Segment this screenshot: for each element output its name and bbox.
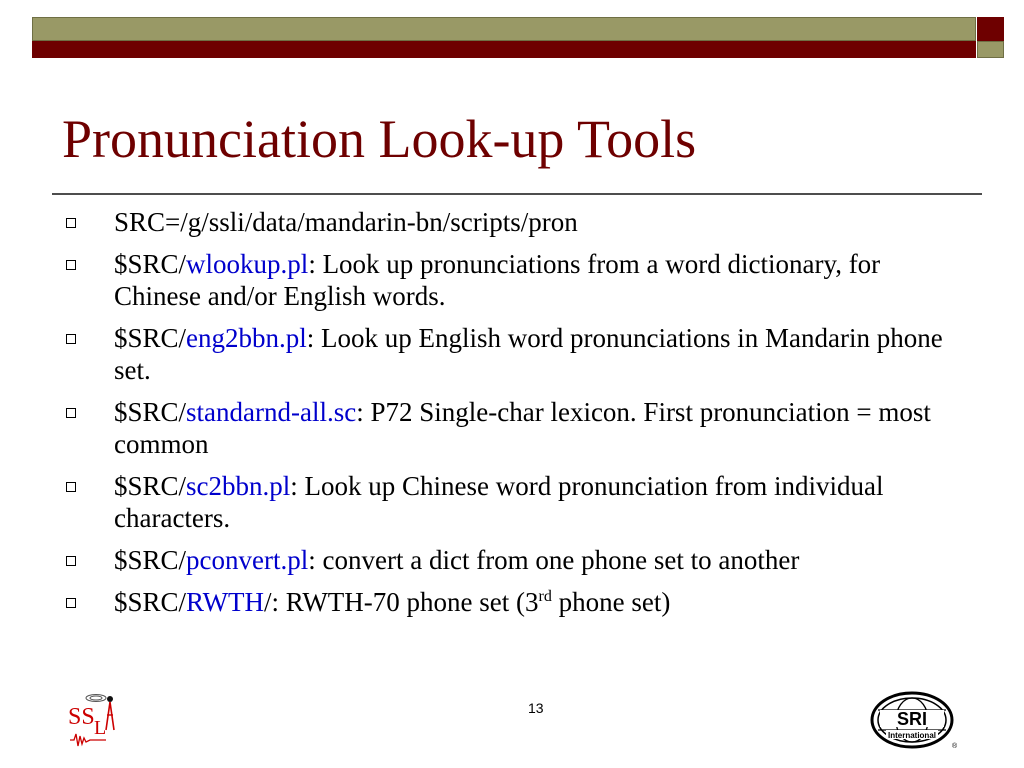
square-bullet-icon (66, 482, 76, 492)
header-band-olive-square (977, 41, 1004, 58)
link-wlookup[interactable]: wlookup.pl (186, 249, 309, 279)
link-sc2bbn[interactable]: sc2bbn.pl (186, 471, 291, 501)
bullet-description: : Look up Chinese word pronunciation from individual characters. (114, 471, 884, 533)
bullet-description: : P72 Single-char lexicon. First pronunciation = most common (114, 397, 931, 459)
svg-text:L: L (94, 717, 107, 739)
link-pconvert[interactable]: pconvert.pl (186, 545, 309, 575)
bullet-prefix: $SRC/ (114, 471, 187, 501)
square-bullet-icon (66, 218, 76, 228)
link-rwth[interactable]: RWTH (186, 587, 265, 617)
bullet-item (62, 470, 962, 534)
title-divider (52, 193, 982, 195)
square-bullet-icon (66, 260, 76, 270)
square-bullet-icon (66, 556, 76, 566)
bullet-prefix: $SRC/ (114, 397, 187, 427)
square-bullet-icon (66, 408, 76, 418)
header-band-olive-stripe (32, 17, 976, 41)
ssl-logo-letters: SS (68, 704, 95, 730)
bullet-item (62, 322, 962, 386)
sri-logo-text: SRI (896, 709, 928, 729)
square-bullet-icon (66, 334, 76, 344)
ordinal-superscript: rd (538, 588, 552, 605)
bullet-item (62, 544, 962, 576)
header-band-maroon-stripe (32, 41, 976, 58)
bullet-item (62, 248, 962, 312)
ssl-logo-icon (66, 690, 130, 750)
ssl-logo (66, 690, 130, 755)
bullet-description: : convert a dict from one phone set to another (308, 545, 800, 575)
bullet-prefix: $SRC/ (114, 545, 187, 575)
bullet-prefix: $SRC/ (114, 323, 187, 353)
square-bullet-icon (66, 598, 76, 608)
bullet-item (62, 396, 962, 460)
link-standarnd-all[interactable]: standarnd-all.sc (186, 397, 357, 427)
bullet-description: : Look up pronunciations from a word dictionary, for Chinese and/or English words. (114, 249, 881, 311)
page-number: 13 (528, 700, 544, 716)
sri-logo-subtext: International (887, 731, 937, 740)
sri-international-logo (868, 690, 960, 757)
bullet-list (62, 206, 962, 628)
bullet-description-end: phone set) (551, 587, 671, 617)
sri-logo-icon (868, 690, 960, 752)
header-band-maroon-square (977, 17, 1004, 41)
bullet-description: /: RWTH-70 phone set (3 (264, 587, 539, 617)
link-eng2bbn[interactable]: eng2bbn.pl (186, 323, 307, 353)
bullet-description: : Look up English word pronunciations in Mandarin phone set. (114, 323, 943, 385)
svg-text:®: ® (952, 743, 958, 750)
header-band (0, 0, 1024, 64)
bullet-prefix: $SRC/ (114, 587, 187, 617)
bullet-text: SRC=/g/ssli/data/mandarin-bn/scripts/pron (114, 207, 578, 237)
bullet-item (62, 206, 962, 238)
bullet-item (62, 586, 962, 618)
slide-title: Pronunciation Look-up Tools (62, 109, 697, 169)
bullet-prefix: $SRC/ (114, 249, 187, 279)
